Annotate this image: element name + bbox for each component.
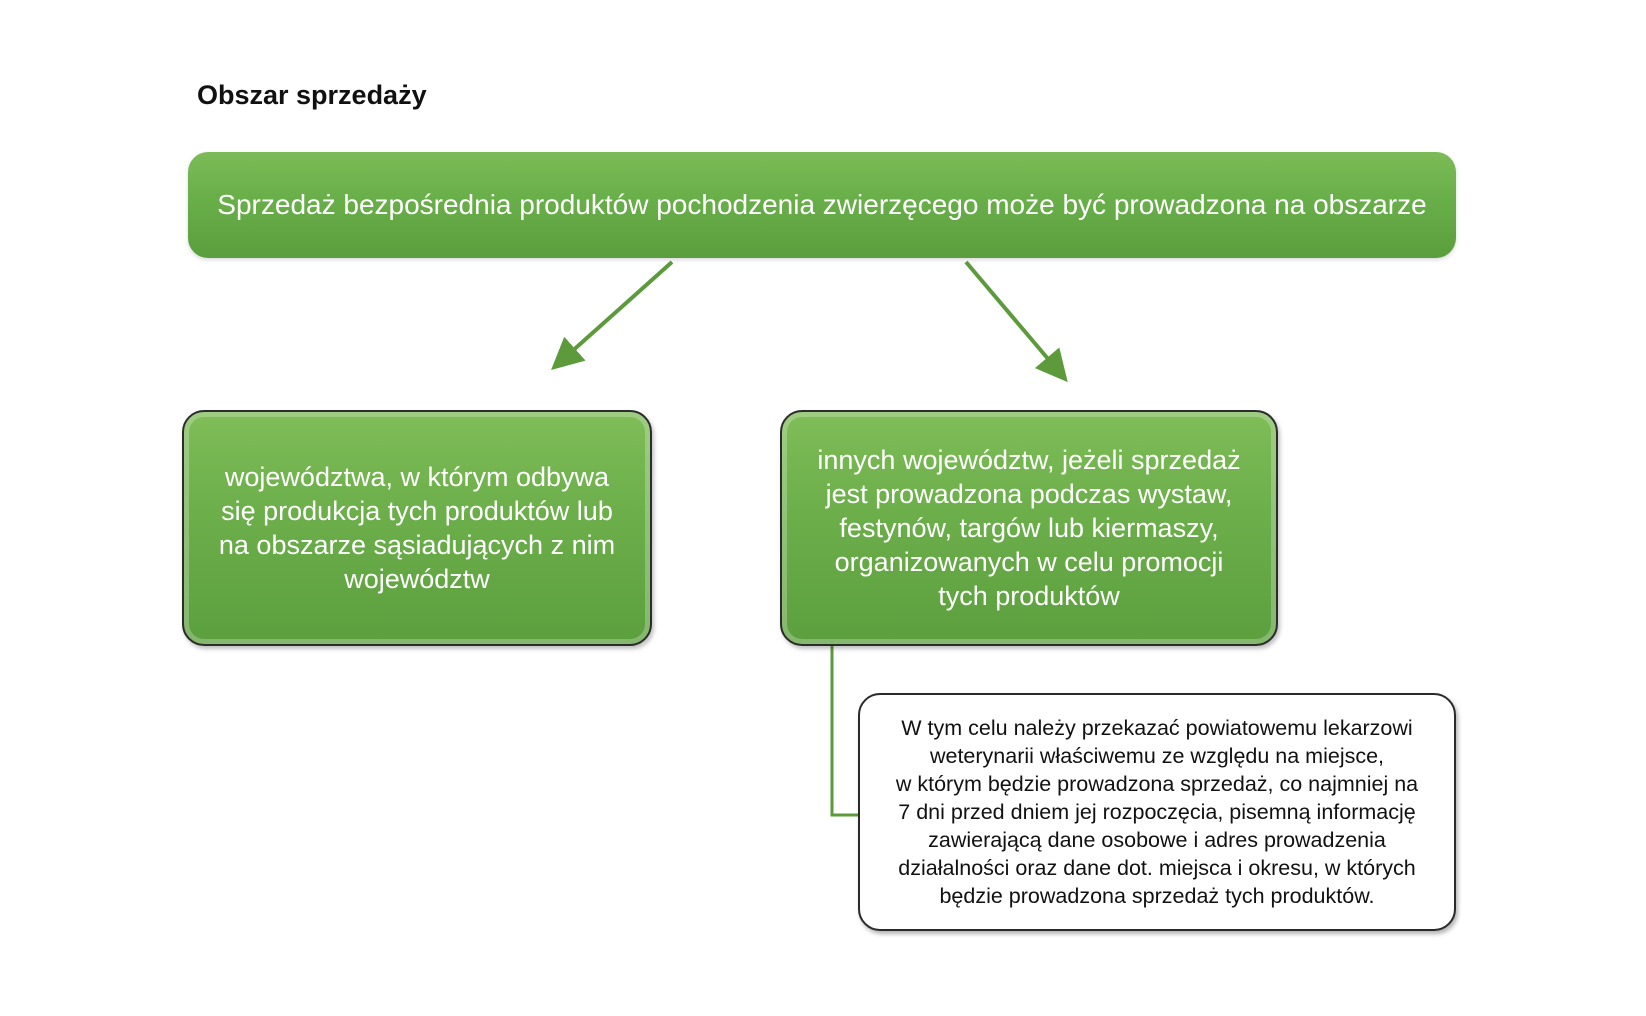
note-line: w którym będzie prowadzona sprzedaż, co najmniej na: [895, 772, 1419, 796]
left-box-line: na obszarze sąsiadujących z nim: [218, 530, 616, 560]
left-box-text: [219, 460, 615, 596]
right-box-line: festynów, targów lub kiermaszy,: [839, 513, 1219, 543]
note-connector: [832, 646, 858, 815]
left-box-line: się produkcja tych produktów lub: [221, 496, 613, 526]
arrow-right: [966, 262, 1060, 373]
top-box: [188, 152, 1456, 258]
right-box-line: innych województw, jeżeli sprzedaż: [817, 445, 1241, 475]
left-box-line: województwa, w którym odbywa: [224, 462, 610, 492]
note-line: zawierającą dane osobowe i adres prowadzenia: [928, 828, 1386, 852]
left-box-line: województw: [344, 564, 490, 594]
top-box-text: Sprzedaż bezpośrednia produktów pochodzenia zwierzęcego może być prowadzona na obszarze: [217, 189, 1427, 220]
note-line: weterynarii właściwemu ze względu na miejsce,: [929, 744, 1385, 768]
note-line: W tym celu należy przekazać powiatowemu lekarzowi: [901, 716, 1413, 740]
left-box: [182, 410, 652, 646]
right-box-line: tych produktów: [938, 581, 1120, 611]
page-title: Obszar sprzedaży: [197, 80, 427, 110]
note-line: 7 dni przed dniem jej rozpoczęcia, pisemną informację: [898, 800, 1416, 824]
right-box-line: jest prowadzona podczas wystaw,: [825, 479, 1233, 509]
right-box-text: [817, 443, 1240, 613]
right-box: [780, 410, 1278, 646]
note-box-text: [896, 714, 1418, 910]
note-box: [858, 693, 1456, 931]
right-box-line: organizowanych w celu promocji: [834, 547, 1224, 577]
note-line: będzie prowadzona sprzedaż tych produktów.: [939, 884, 1375, 908]
arrow-left: [560, 262, 672, 362]
note-line: działalności oraz dane dot. miejsca i okresu, w których: [898, 856, 1416, 880]
